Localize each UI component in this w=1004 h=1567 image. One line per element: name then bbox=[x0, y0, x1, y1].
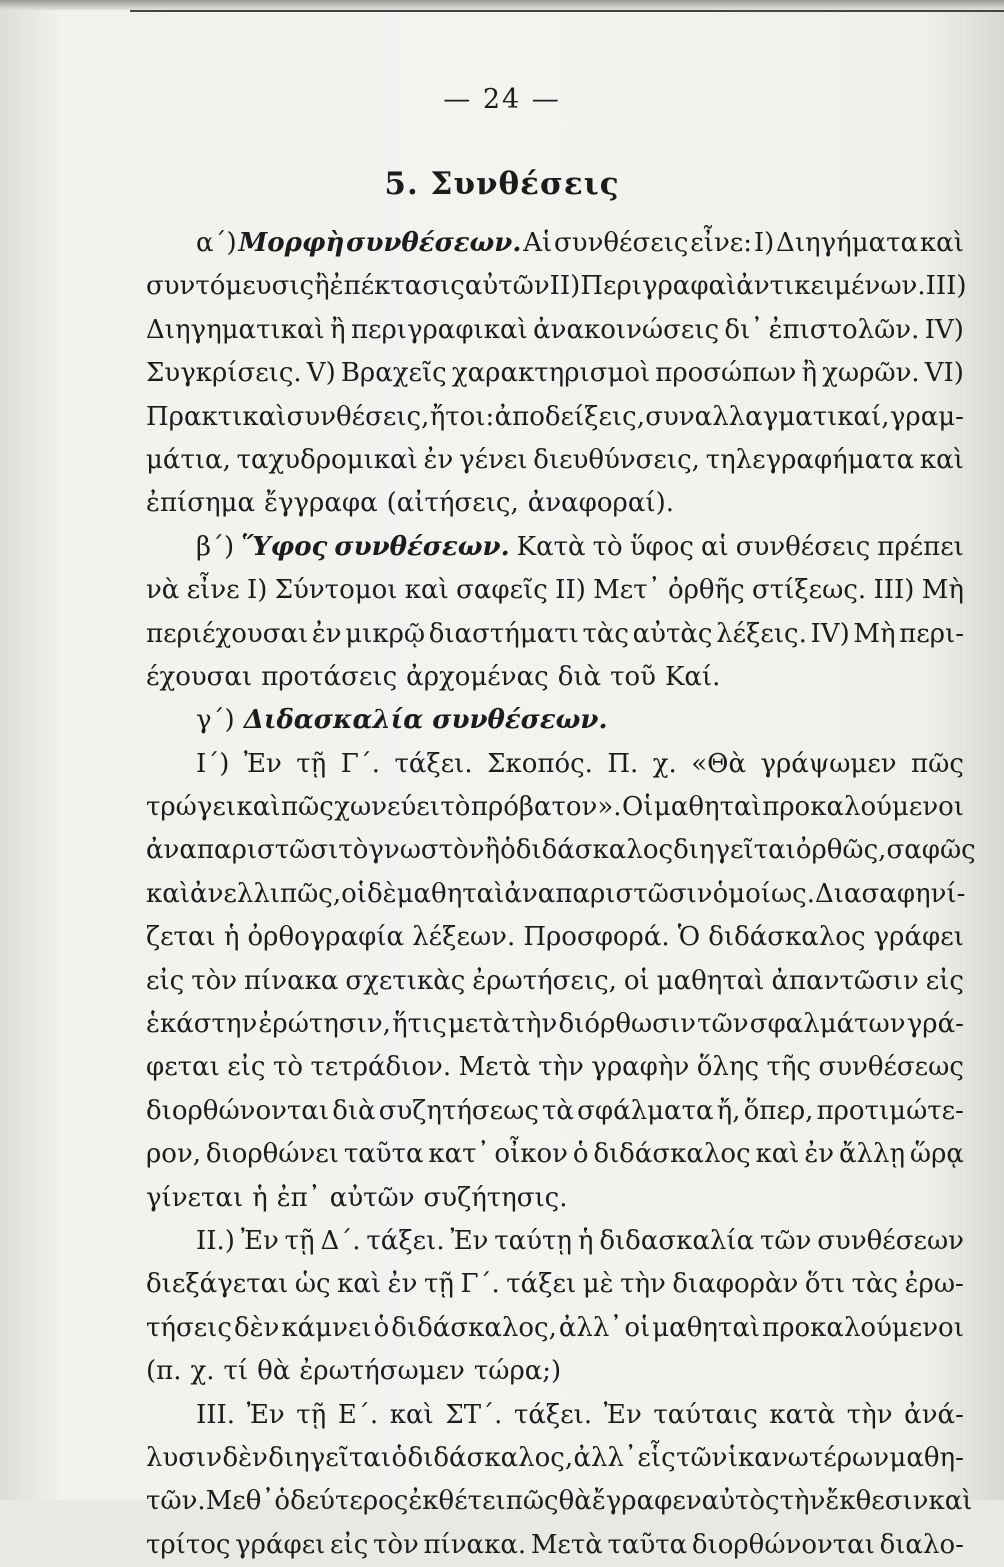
text-line: τρώγει καὶ πῶς χωνεύει τὸ πρόβατον». Οἱ μαθηταὶ προκαλούμενοι bbox=[146, 792, 964, 823]
text-line: διεξάγεται ὡς καὶ ἐν τῇ Γ΄. τάξει μὲ τὴν διαφορὰν ὅτι τὰς ἐρω- bbox=[146, 1269, 964, 1300]
text-line: β΄) Ὕφος συνθέσεων. Κατὰ τὸ ὕφος αἱ συνθέσεις πρέπει bbox=[196, 531, 964, 562]
text-line: εἰς τὸν πίνακα σχετικὰς ἐρωτήσεις, οἱ μαθηταὶ ἀπαντῶσιν εἰς bbox=[146, 965, 964, 996]
scan-top-edge bbox=[0, 0, 1004, 10]
text-line: έχουσαι προτάσεις ἀρχομένας διὰ τοῦ Καί. bbox=[146, 661, 721, 692]
text-line: τήσεις δὲν κάμνει ὁ διδάσκαλος, ἀλλ᾽ οἱ μαθηταὶ προκαλούμενοι bbox=[146, 1312, 964, 1343]
text-line: γ΄) Διδασκαλία συνθέσεων. bbox=[196, 705, 608, 736]
text-line: φεται εἰς τὸ τετράδιον. Μετὰ τὴν γραφὴν ὅλης τῆς συνθέσεως bbox=[146, 1052, 964, 1083]
text-line: νὰ εἶνε Ι) Σύντομοι καὶ σαφεῖς ΙΙ) Μετ᾽ ὀρθῆς στίξεως. ΙΙΙ) Μὴ bbox=[146, 575, 964, 606]
text-line: Ι΄) Ἐν τῇ Γ΄. τάξει. Σκοπός. Π. χ. «Θὰ γράψωμεν πῶς bbox=[196, 748, 964, 779]
text-line: διορθώνονται διὰ συζητήσεως τὰ σφάλματα ἤ, ὅπερ, προτιμώτε- bbox=[146, 1095, 964, 1126]
text-line: μάτια, ταχυδρομικαὶ ἐν γένει διευθύνσεις, τηλεγραφήματα καὶ bbox=[146, 444, 964, 475]
text-line: ΙΙΙ. Ἐν τῇ Ε΄. καὶ ΣΤ΄. τάξει. Ἐν ταύταις κατὰ τὴν ἀνά- bbox=[196, 1399, 964, 1430]
text-line: α΄) Μορφὴ συνθέσεων. Αἱ συνθέσεις εἶνε: Ι) Διηγήματα καὶ bbox=[196, 228, 964, 258]
text-line: λυσιν δὲν διηγεῖται ὁ διδάσκαλος, ἀλλ᾽ εἷς τῶν ἱκανωτέρων μαθη- bbox=[146, 1442, 964, 1473]
text-line: τρίτος γράφει εἰς τὸν πίνακα. Μετὰ ταῦτα διορθώνονται διαλο- bbox=[146, 1529, 964, 1560]
text-line: τῶν. Μεθ᾽ ὁ δεύτερος ἐκθέτει πῶς θὰ ἔγραφεν αὐτὸς τὴν ἔκθεσιν καὶ bbox=[146, 1486, 973, 1517]
page-number: — 24 — bbox=[443, 84, 561, 115]
text-line: Πρακτικαὶ συνθέσεις, ἤτοι: ἀποδείξεις, συναλλαγματικαί, γραμ- bbox=[146, 401, 964, 432]
text-line: Συγκρίσεις. V) Βραχεῖς χαρακτηρισμοὶ προσώπων ἢ χωρῶν. VΙ) bbox=[146, 358, 964, 389]
scan-top-rule bbox=[130, 10, 1004, 12]
body-text bbox=[146, 222, 976, 1567]
text-line: περιέχουσαι ἐν μικρῷ διαστήματι τὰς αὐτὰς λέξεις. ΙV) Μὴ περι- bbox=[146, 618, 964, 649]
text-line: (π. χ. τί θὰ ἐρωτήσωμεν τώρα;) bbox=[146, 1356, 562, 1387]
text-line: γίνεται ἡ ἐπ᾽ αὐτῶν συζήτησις. bbox=[146, 1182, 568, 1213]
text-line: συντόμευσις ἢ ἐπέκτασις αὐτῶν ΙΙ) Περιγραφαὶ ἀντικειμένων. ΙΙΙ) bbox=[146, 271, 967, 302]
text-line: ἑκάστην ἐρώτησιν, ἥτις μετὰ τὴν διόρθωσιν τῶν σφαλμάτων γρά- bbox=[146, 1009, 964, 1040]
text-line: ρον, διορθώνει ταῦτα κατ᾽ οἶκον ὁ διδάσκαλος καὶ ἐν ἄλλῃ ὥρᾳ bbox=[146, 1139, 964, 1170]
text-line: Διηγηματικαὶ ἢ περιγραφικαὶ ἀνακοινώσεις δι᾽ ἐπιστολῶν. ΙV) bbox=[146, 314, 964, 345]
text-line: ζεται ἡ ὀρθογραφία λέξεων. Προσφορά. Ὁ διδάσκαλος γράφει bbox=[146, 922, 964, 953]
text-line: καὶ ἀνελλιπῶς, οἱ δὲ μαθηταὶ ἀναπαριστῶσιν ὁμοίως. Διασαφηνί- bbox=[146, 878, 966, 909]
text-line: ἐπίσημα ἔγγραφα (αἰτήσεις, ἀναφοραί). bbox=[146, 488, 674, 519]
text-line: ΙΙ.) Ἐν τῇ Δ΄. τάξει. Ἐν ταύτῃ ἡ διδασκαλία τῶν συνθέσεων bbox=[196, 1225, 964, 1256]
section-heading: 5. Συνθέσεις bbox=[384, 166, 620, 202]
text-line: ἀναπαριστῶσι τὸ γνωστὸν ἢ ὁ διδάσκαλος διηγεῖται ὀρθῶς, σαφῶς bbox=[146, 835, 976, 866]
